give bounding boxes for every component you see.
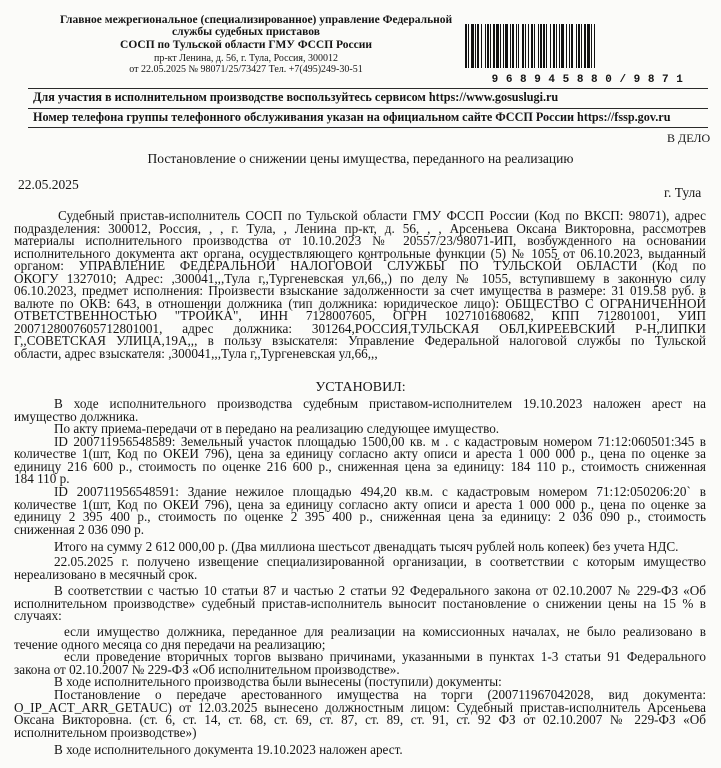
intro-line: подразделения: 300012, Россия, , , г. Тула, , Ленина пр-кт, д. 56, , , Арсеньева Оксана Викторовна, рассмотрев [14, 220, 706, 236]
barcode-bar [584, 24, 586, 68]
barcode-bar [528, 24, 529, 68]
body-line: Постановление о передаче арестованного имущества на торги (200711967042028, вид документа: [54, 687, 706, 702]
intro-line: Г,,СОВЕТСКАЯ УЛИЦА,19А,,, в пользу взыскателя: Управление Федеральной налоговой службы по Тульской [14, 333, 706, 348]
barcode-bar [477, 24, 479, 68]
barcode-bar [487, 24, 489, 68]
barcode [465, 24, 710, 86]
body-line: 22.05.2025 г. получено извещение специализированной организации, в соответствии с которым имущество [54, 554, 706, 569]
barcode-bar [500, 24, 501, 68]
body-line: В ходе исполнительного документа 19.10.2023 наложен арест. [54, 742, 403, 757]
intro-line: органом: УПРАВЛЕНИЕ ФЕДЕРАЛЬНОЙ НАЛОГОВОЙ СЛУЖБЫ ПО ТУЛЬСКОЙ ОБЛАСТИ (Код по [14, 258, 706, 273]
barcode-digits: 9 6 8 9 4 5 8 8 0 / 9 8 7 1 [491, 74, 684, 86]
barcode-bar [512, 24, 514, 68]
intro-line: материалы исполнительного производства от 10.10.2023 № 20557/23/98071-ИП, возбужденного на основании [14, 233, 706, 248]
intro-line: 2007128007605712801001, адрес должника: 301264,РОССИЯ,ТУЛЬСКАЯ ОБЛ,КИРЕЕВСКИЙ Р-Н,ЛИПКИ [14, 320, 706, 336]
body-line: течение одного месяца со дня передачи на реализацию; [14, 636, 326, 652]
barcode-bar [534, 24, 535, 68]
barcode-bar [525, 24, 526, 68]
barcode-bar [550, 24, 551, 68]
gosuslugi-notice: Для участия в исполнительном производстве воспользуйтесь сервисом https://www.gosuslugi.ru [33, 90, 559, 104]
barcode-bar [576, 24, 577, 68]
barcode-bar [553, 24, 555, 68]
barcode-bar [581, 24, 582, 68]
header-divider-top [28, 88, 708, 89]
document-date: 22.05.2025 [18, 177, 79, 192]
body-line: случаях: [14, 608, 62, 623]
agency-department: СОСП по Тульской области ГМУ ФССП России [120, 39, 372, 51]
body-line: Итого на сумму 2 612 000,00 р. (Два миллиона шестьсот двенадцать тысяч рублей ноль копеек) без учета НДС. [54, 539, 679, 554]
body-line: единицу 216 600 р., стоимость по оценке 216 600 р., сниженная цена за единицу: 184 110 р., стоимость сниженная [14, 458, 706, 474]
barcode-bar [594, 24, 595, 68]
agency-header [60, 14, 453, 75]
header-divider-middle [28, 108, 708, 109]
body-line: исполнительном производстве») [14, 724, 197, 740]
body-line: имущество должника. [14, 408, 139, 424]
body-line: В ходе исполнительного производства судебным приставом-исполнителем 19.10.2023 наложен арест на [54, 396, 706, 411]
barcode-bar [481, 24, 482, 68]
barcode-bar [490, 24, 491, 68]
barcode-bar [591, 24, 592, 68]
barcode-bar [561, 24, 564, 68]
intro-line: валюте по ОКВ: 643, в отношении должника (тип должника: юридическое лицо): ОБЩЕСТВО С ОГРАНИЧЕННОЙ [14, 295, 706, 311]
document-reference: от 22.05.2025 № 98071/25/73427 Тел. +7(495)249-30-51 [129, 64, 363, 75]
body-line: количестве 1(шт, Код по ОКЕИ 796), цена за единицу согласно акту описи и ареста 1 000 000 р., цена по оценке за [14, 446, 706, 461]
header-divider-bottom [28, 127, 708, 128]
barcode-bar [566, 24, 567, 68]
barcode-bar [505, 24, 508, 68]
barcode-bar [485, 24, 486, 68]
barcode-bar [522, 24, 524, 68]
body-line: если проведение вторичных торгов вызвано причинами, указанными в пунктах 1-3 статьи 91 Федерального [64, 649, 706, 664]
barcode-bar [468, 24, 469, 68]
barcode-bar [571, 24, 573, 68]
agency-address: пр-кт Ленина, д. 56, г. Тула, Россия, 300012 [154, 53, 338, 64]
intro-line: Судебный пристав-исполнитель СОСП по Тульской области ГМУ ФССП России (Код по ВКСП: 98071), адрес [58, 208, 706, 223]
to-file-stamp: В ДЕЛО [667, 131, 711, 145]
barcode-bar [465, 24, 467, 68]
body-line: 184 110 р. [14, 471, 70, 486]
agency-name-line1: Главное межрегиональное (специализированное) управление Федеральной [60, 14, 453, 26]
barcode-bar [518, 24, 519, 68]
intro-line: 06.10.2023, предмет исполнения: Произвести взыскание задолженности за счет имущества в размере: 31 019.58 руб. в [14, 283, 706, 298]
body-line: Оксана Викторовна. (ст. 6, ст. 14, ст. 68, ст. 69, ст. 87, ст. 89, ст. 91, ст. 92 ФЗ от 02.10.2007 № 229-ФЗ «Об [14, 712, 706, 727]
body-line: нереализовано в месячный срок. [14, 566, 198, 582]
intro-line: ОТВЕТСТВЕННОСТЬЮ "ТРОЙКА", ИНН 7128007605, ОГРН 1027101680682, КПП 712801001, УИП [14, 308, 706, 323]
body-line: исполнительном производстве» судебный пристав-исполнитель выносит постановление о снижении цены на 15 % в [14, 595, 706, 611]
body-line: ID 200711956548589: Земельный участок площадью 1500,00 кв. м . с кадастровым номером 71:12:060501:345 в [54, 433, 706, 449]
intro-line: исполнительного документа акт органа, осуществляющего контрольные функции (5) № 1055 от 06.10.2023, выданный [14, 245, 706, 261]
barcode-bar [543, 24, 545, 68]
body-line: если имущество должника, переданное для реализации на комиссионных началах, не было реализовано в [64, 624, 706, 639]
barcode-bar [510, 24, 511, 68]
body-line: В ходе исполнительного производства были вынесены (поступили) документы: [54, 674, 502, 689]
body-line: ID 200711956548591: Здание нежилое площадью 494,20 кв.м. с кадастровым номером 71:12:050206:20` в [54, 484, 706, 499]
barcode-bar [587, 24, 590, 68]
body-line: По акту приема-передачи от в передано на реализацию следующее имущество. [54, 421, 500, 436]
document-title: Постановление о снижении цены имущества, переданного на реализацию [147, 151, 574, 166]
barcode-bar [503, 24, 504, 68]
barcode-bar [556, 24, 557, 68]
agency-name-line2: службы судебных приставов [172, 26, 320, 38]
barcode-bar [578, 24, 580, 68]
body-line: закона от 02.10.2007 № 229-ФЗ «Об исполнительном производстве». [14, 661, 400, 677]
barcode-bar [546, 24, 547, 68]
barcode-bar [569, 24, 570, 68]
document-city: г. Тула [664, 185, 702, 200]
barcode-bars [465, 24, 710, 68]
barcode-bar [559, 24, 560, 68]
barcode-bar [496, 24, 499, 68]
body-line: количестве 1(шт, Код по ОКЕИ 796), цена за единицу согласно акту описи и ареста 1 000 000 р., цена по оценке за [14, 496, 706, 512]
barcode-bar [538, 24, 539, 68]
intro-line: области, адрес взыскателя: ,300041,,,Тула г,,Тургеневская ул,66,,, [14, 345, 378, 361]
body-line: O_IP_ACT_ARR_GETAUC) от 12.03.2025 вынесено должностным лицом: Судебный пристав-исполнитель Арсеньева [14, 699, 706, 715]
barcode-bar [531, 24, 533, 68]
established-heading: УСТАНОВИЛ: [315, 380, 406, 395]
barcode-bar [493, 24, 495, 68]
barcode-bar [540, 24, 542, 68]
barcode-bar [471, 24, 474, 68]
barcode-bar [475, 24, 476, 68]
intro-line: ОКОГУ 1327010; Адрес: ,300041,,,Тула г,,Тургеневская ул,66,,) по делу № 1055, вступившему в законную силу [14, 270, 706, 286]
body-line: единицу 2 395 400 р., стоимость по оценке 2 395 400 р., сниженная цена за единицу: 2 036 090 р., стоимость [14, 509, 706, 524]
body-line: сниженная 2 036 090 р. [14, 521, 145, 537]
barcode-bar [516, 24, 517, 68]
body-line: В соответствии с частью 10 статьи 87 и частью 2 статьи 92 Федерального закона от 02.10.2007 № 229-ФЗ «Об [54, 583, 706, 598]
phone-notice: Номер телефона группы телефонного обслуживания указан на официальном сайте ФССП России https://fssp.gov.ru [33, 110, 671, 124]
